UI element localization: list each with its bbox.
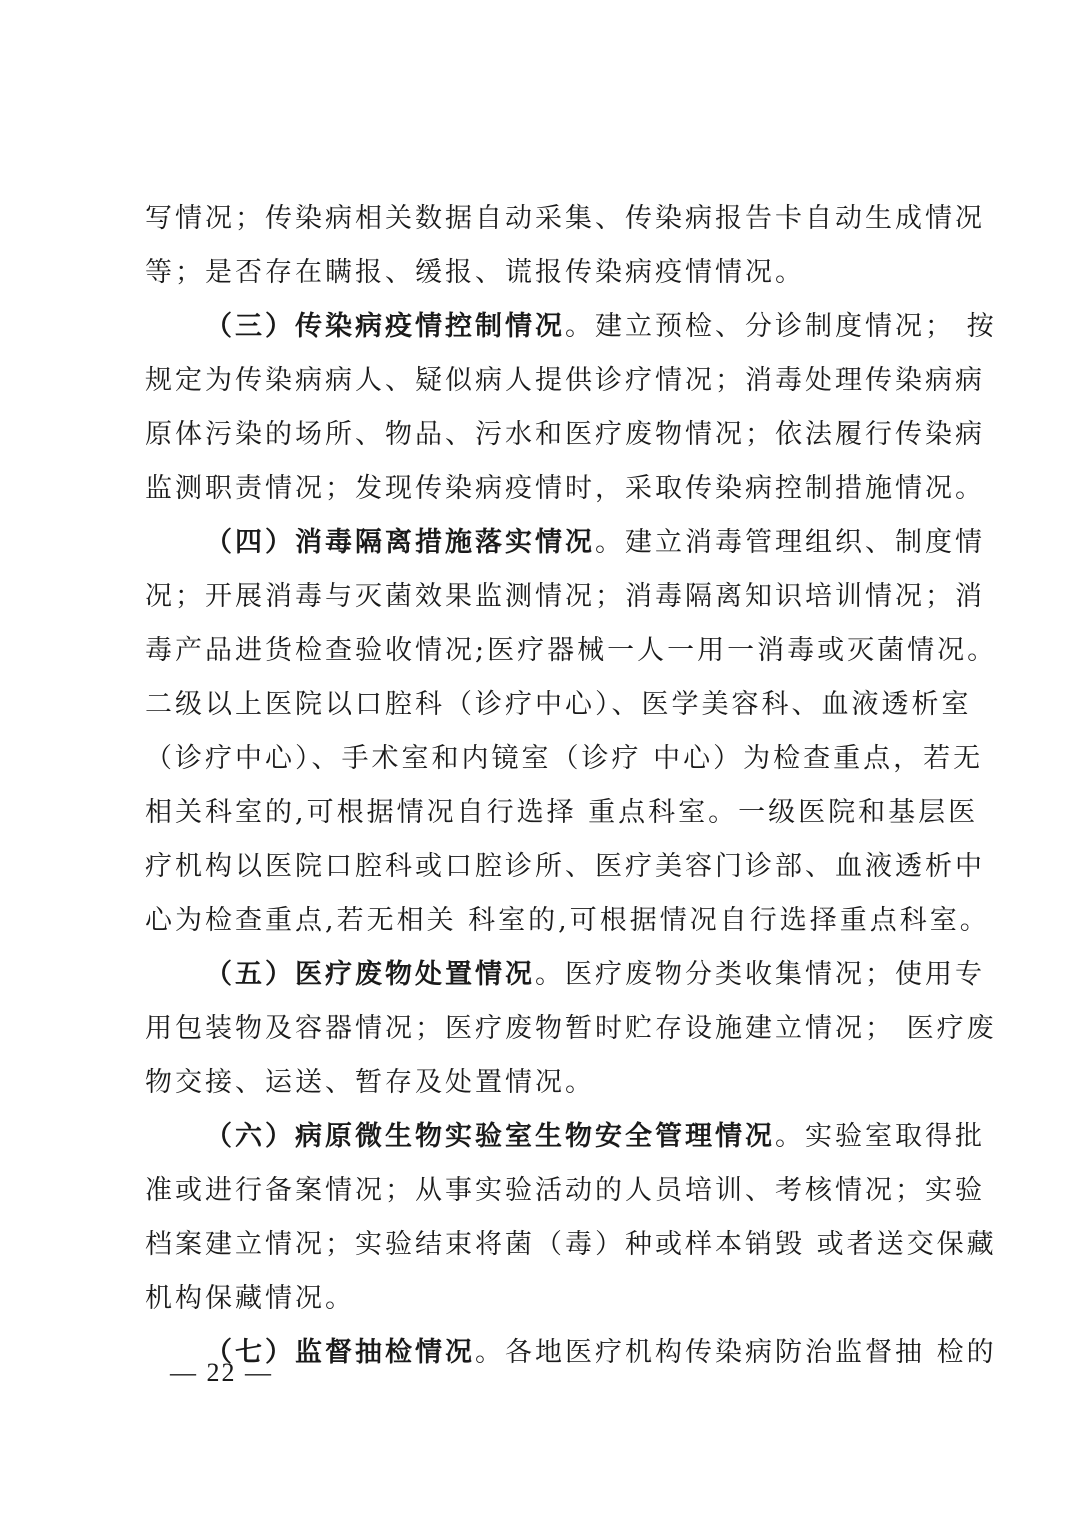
text-line: 疗机构以医院口腔科或口腔诊所、医疗美容门诊部、血液透析中: [145, 851, 985, 882]
text-line: 监测职责情况；发现传染病疫情时，采取传染病控制措施情况。: [145, 473, 985, 504]
text-line: 物交接、运送、暂存及处置情况。: [145, 1067, 595, 1098]
text-line: 二级以上医院以口腔科（诊疗中心）、医学美容科、血液透析室: [145, 689, 972, 720]
text-line: 原体污染的场所、物品、污水和医疗废物情况；依法履行传染病: [145, 419, 985, 450]
section-heading: （三）传染病疫情控制情况: [205, 311, 565, 342]
text-run: 。医疗废物分类收集情况；使用专: [535, 959, 985, 990]
paragraph-first-line: [145, 516, 985, 570]
text-line: （诊疗中心）、手术室和内镜室（诊疗 中心）为检查重点，若无: [145, 743, 984, 774]
paragraph-first-line: [145, 948, 985, 1002]
text-run: 。建立消毒管理组织、制度情: [595, 527, 985, 558]
text-line: 毒产品进货检查验收情况;医疗器械一人一用一消毒或灭菌情况。: [145, 635, 998, 666]
text-run: 。建立预检、分诊制度情况； 按: [565, 311, 997, 342]
text-line: 准或进行备案情况；从事实验活动的人员培训、考核情况；实验: [145, 1175, 985, 1206]
text-line: 况；开展消毒与灭菌效果监测情况；消毒隔离知识培训情况；消: [145, 581, 985, 612]
section-heading: （六）病原微生物实验室生物安全管理情况: [205, 1121, 775, 1152]
text-run: 。各地医疗机构传染病防治监督抽 检的: [475, 1337, 997, 1368]
body-text: [145, 192, 998, 1380]
section-heading: （五）医疗废物处置情况: [205, 959, 535, 990]
text-line: 心为检查重点,若无相关 科室的,可根据情况自行选择重点科室。: [145, 905, 990, 936]
section-heading: （七）监督抽检情况: [205, 1337, 475, 1368]
text-line: 写情况；传染病相关数据自动采集、传染病报告卡自动生成情况: [145, 203, 985, 234]
text-line: 机构保藏情况。: [145, 1283, 355, 1314]
page-number: — 22 —: [170, 1358, 273, 1387]
text-line: 档案建立情况；实验结束将菌（毒）种或样本销毁 或者送交保藏: [145, 1229, 997, 1260]
text-line: 用包装物及容器情况；医疗废物暂时贮存设施建立情况； 医疗废: [145, 1013, 997, 1044]
text-run: 。实验室取得批: [775, 1121, 985, 1152]
paragraph-first-line: [145, 300, 997, 354]
paragraph-first-line: [145, 1110, 985, 1164]
text-line: 相关科室的,可根据情况自行选择 重点科室。一级医院和基层医: [145, 797, 979, 828]
section-heading: （四）消毒隔离措施落实情况: [205, 527, 595, 558]
text-line: 规定为传染病病人、疑似病人提供诊疗情况；消毒处理传染病病: [145, 365, 985, 396]
text-line: 等；是否存在瞒报、缓报、谎报传染病疫情情况。: [145, 257, 805, 288]
